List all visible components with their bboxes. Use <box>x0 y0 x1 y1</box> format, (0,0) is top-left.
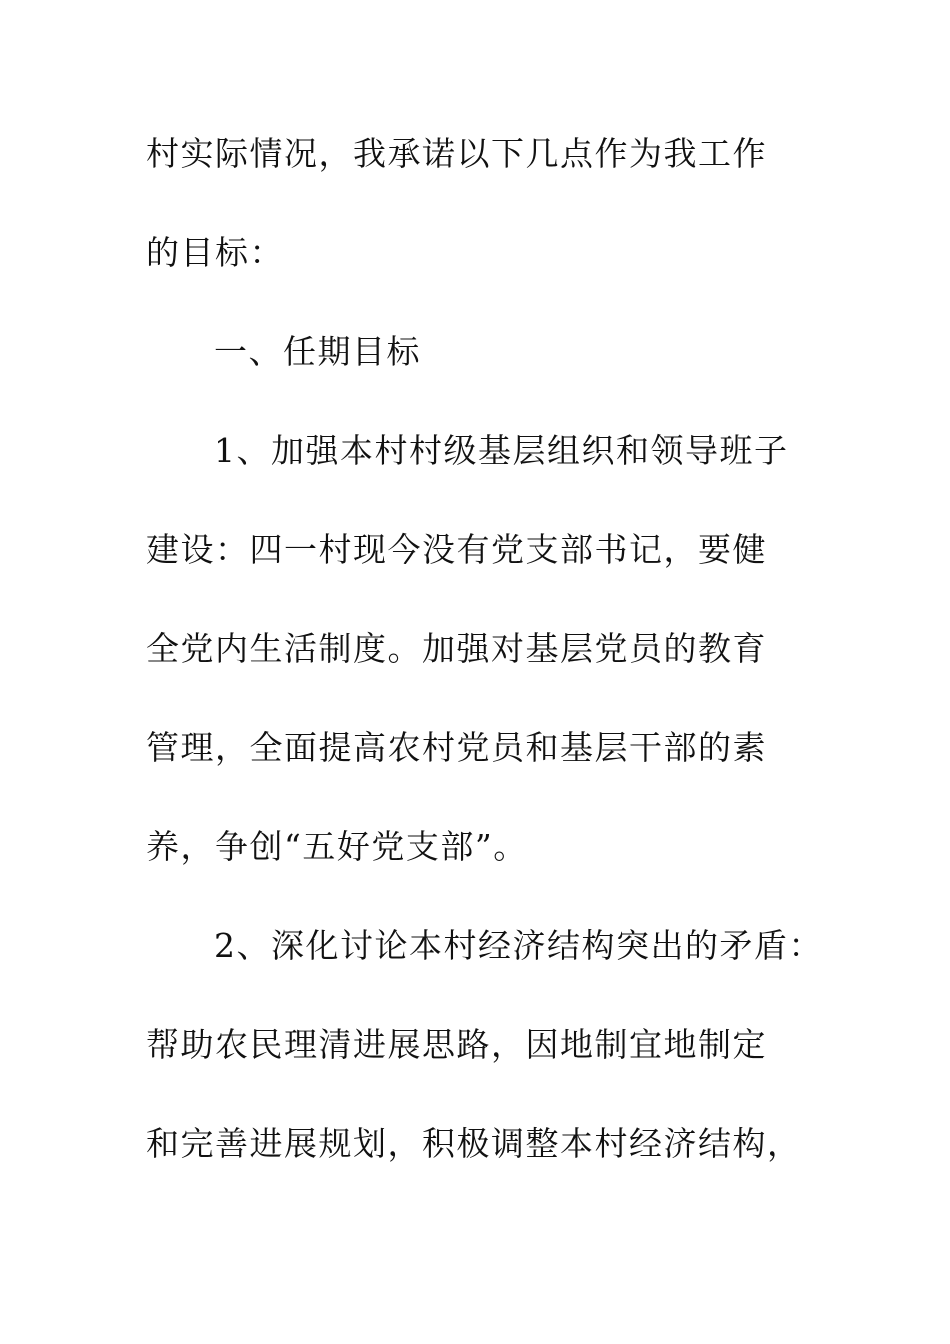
text-line: 的目标： <box>146 233 284 272</box>
text-line: 养，争创“五好党支部”。 <box>146 827 528 866</box>
text-line: 2、深化讨论本村经济结构突出的矛盾： <box>214 926 823 965</box>
text-line: 村实际情况，我承诺以下几点作为我工作 <box>146 134 767 173</box>
text-line: 建设：四一村现今没有党支部书记，要健 <box>146 530 767 569</box>
text-line: 帮助农民理清进展思路，因地制宜地制定 <box>146 1025 767 1064</box>
text-line: 和完善进展规划，积极调整本村经济结构， <box>146 1124 802 1163</box>
text-line: 1、加强本村村级基层组织和领导班子 <box>214 431 789 470</box>
text-line: 管理，全面提高农村党员和基层干部的素 <box>146 728 767 767</box>
body-text <box>146 124 846 1213</box>
section-heading: 一、任期目标 <box>214 332 421 371</box>
text-line: 全党内生活制度。加强对基层党员的教育 <box>146 629 767 668</box>
